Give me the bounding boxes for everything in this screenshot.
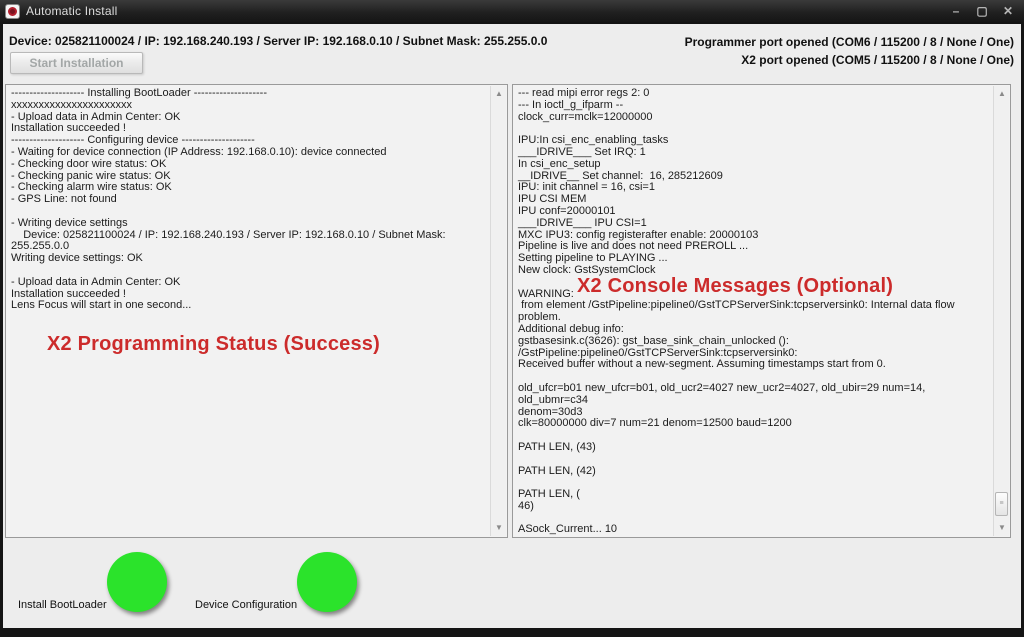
window-title: Automatic Install xyxy=(26,4,118,18)
scroll-down-icon[interactable]: ▼ xyxy=(998,523,1006,532)
log-line: - Upload data in Admin Center: OK xyxy=(11,110,181,123)
log-line: --- In ioctl_g_ifparm -- xyxy=(518,98,624,111)
log-line: - Upload data in Admin Center: OK xyxy=(11,275,181,288)
log-line: - Writing device settings xyxy=(11,216,128,229)
device-configuration-label: Device Configuration xyxy=(195,599,298,611)
log-line: -------------------- Configuring device -------------------- xyxy=(11,134,255,147)
left-scrollbar[interactable] xyxy=(490,86,506,536)
log-line: Lens Focus will start in one second... xyxy=(11,299,192,312)
log-line: --- read mipi error regs 2: 0 xyxy=(518,87,650,99)
log-line xyxy=(518,477,991,489)
log-line: gstbasesink.c(3626): gst_base_sink_chain_unlocked (): xyxy=(518,334,789,347)
programmer-port-status: Programmer port opened (COM6 / 115200 / 8 / None / One) xyxy=(684,35,1014,49)
log-line: PATH LEN, (43) xyxy=(518,440,596,453)
log-line: New clock: GstSystemClock xyxy=(518,263,656,276)
log-line: 46) xyxy=(518,499,534,512)
log-line: - Waiting for device connection (IP Address: 192.168.0.10): device connected xyxy=(11,145,387,158)
device-info-text: Device: 025821100024 / IP: 192.168.240.193 / Server IP: 192.168.0.10 / Subnet Mask: 255.255.0.0 xyxy=(9,34,548,48)
log-line: Received buffer without a new-segment. Assuming timestamps start from 0. xyxy=(518,358,886,371)
log-line: - GPS Line: not found xyxy=(11,193,117,206)
log-line: - Checking door wire status: OK xyxy=(11,157,167,170)
console-messages-panel[interactable] xyxy=(512,84,1011,538)
log-line: Additional debug info: xyxy=(518,322,624,335)
log-line: Pipeline is live and does not need PREROLL ... xyxy=(518,240,749,253)
configuration-status-light xyxy=(297,552,357,612)
log-line: ___IDRIVE___ IPU CSI=1 xyxy=(518,216,647,229)
maximize-icon[interactable]: ▢ xyxy=(976,4,988,18)
log-line: /GstPipeline:pipeline0/GstTCPServerSink:tcpserversink0: xyxy=(518,346,798,359)
log-line xyxy=(11,265,488,277)
console-messages-log xyxy=(513,85,993,537)
console-messages-annotation: X2 Console Messages (Optional) xyxy=(577,275,894,297)
log-line: -------------------- Installing BootLoader -------------------- xyxy=(11,87,267,99)
log-line: IPU:In csi_enc_enabling_tasks xyxy=(518,134,669,147)
log-line: clk=80000000 div=7 num=21 denom=12500 baud=1200 xyxy=(518,417,792,430)
log-line: ___IDRIVE___ Set IRQ: 1 xyxy=(518,145,646,158)
minimize-icon[interactable]: – xyxy=(952,4,960,18)
log-line: IPU conf=20000101 xyxy=(518,204,616,217)
log-line xyxy=(518,454,991,466)
log-line: ASock_Current... 10 xyxy=(518,523,618,536)
log-line: MXC IPU3: config registerafter enable: 20000103 xyxy=(518,228,759,241)
app-icon xyxy=(5,4,20,19)
install-bootloader-label: Install BootLoader xyxy=(18,599,107,611)
programming-status-annotation: X2 Programming Status (Success) xyxy=(47,333,380,355)
scroll-down-icon[interactable]: ▼ xyxy=(495,523,503,532)
log-line: Installation succeeded ! xyxy=(11,122,126,135)
log-line: from element /GstPipeline:pipeline0/GstTCPServerSink:tcpserversink0: Internal data flow problem. xyxy=(518,299,958,324)
scroll-up-icon[interactable]: ▲ xyxy=(495,89,503,98)
log-line: Device: 025821100024 / IP: 192.168.240.193 / Server IP: 192.168.0.10 / Subnet Mask: 255.255.0.0 xyxy=(11,228,449,253)
log-line: denom=30d3 xyxy=(518,405,583,418)
log-line: IPU: init channel = 16, csi=1 xyxy=(518,181,655,194)
title-bar xyxy=(0,0,1024,22)
log-line: old_ufcr=b01 new_ufcr=b01, old_ucr2=4027 new_ucr2=4027, old_ubir=29 num=14, old_ubmr=c34 xyxy=(518,381,929,406)
window-controls xyxy=(948,4,1016,18)
log-line: Writing device settings: OK xyxy=(11,252,143,265)
scroll-up-icon[interactable]: ▲ xyxy=(998,89,1006,98)
app-logo-icon xyxy=(8,7,17,16)
log-line: WARNING: xyxy=(518,287,574,300)
log-line: __IDRIVE__ Set channel: 16, 285212609 xyxy=(518,169,723,182)
log-line: xxxxxxxxxxxxxxxxxxxxxx xyxy=(11,98,132,111)
log-line: Installation succeeded ! xyxy=(11,287,126,300)
log-line: PATH LEN, ( xyxy=(518,488,580,501)
start-installation-button[interactable]: Start Installation xyxy=(10,52,143,74)
log-line: IPU CSI MEM xyxy=(518,193,587,206)
right-scrollbar[interactable] xyxy=(993,86,1009,536)
log-line: Setting pipeline to PLAYING ... xyxy=(518,252,668,265)
scrollbar-thumb[interactable]: ≡ xyxy=(995,492,1008,516)
log-line: - Checking panic wire status: OK xyxy=(11,169,171,182)
log-line: clock_curr=mclk=12000000 xyxy=(518,110,653,123)
programming-status-panel[interactable] xyxy=(5,84,508,538)
bootloader-status-light xyxy=(107,552,167,612)
close-icon[interactable]: ✕ xyxy=(1002,4,1014,18)
port-status-block xyxy=(685,33,1014,69)
programming-status-log xyxy=(6,85,490,537)
log-line: - Checking alarm wire status: OK xyxy=(11,181,172,194)
main-content xyxy=(3,24,1021,628)
x2-port-status: X2 port opened (COM5 / 115200 / 8 / None / One) xyxy=(741,53,1014,67)
log-line: In csi_enc_setup xyxy=(518,157,601,170)
log-line: PATH LEN, (42) xyxy=(518,464,596,477)
log-line xyxy=(11,206,488,218)
